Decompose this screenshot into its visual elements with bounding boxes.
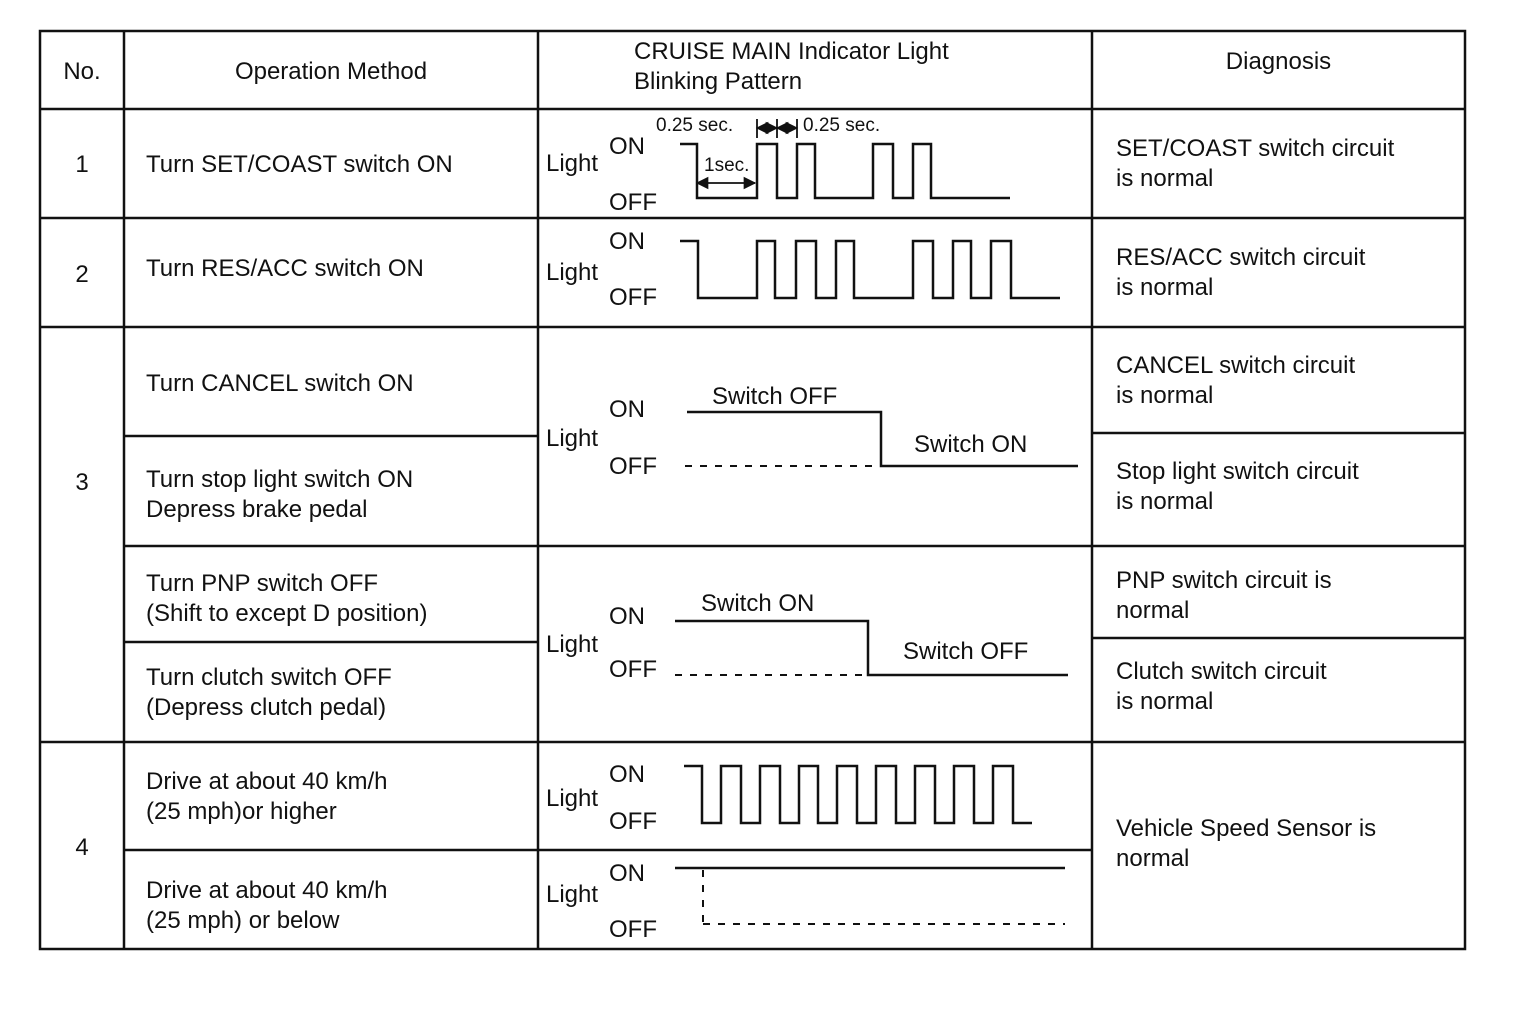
on-label-3a: ON [609,396,645,423]
timing-025-left: 0.25 sec. [656,115,734,136]
row-number-1: 1 [75,151,89,178]
on-label-2: ON [609,228,645,255]
switch-off-label-3a: Switch OFF [712,383,838,410]
switch-on-label-3a: Switch ON [914,431,1028,458]
on-label-3c: ON [609,603,645,630]
light-label-3c: Light [546,631,599,658]
timing-025-right: 0.25 sec. [803,115,881,136]
switch-off-label-3c: Switch OFF [903,638,1029,665]
off-label-3c: OFF [609,656,657,683]
on-label-4a: ON [609,761,645,788]
diagnosis-4: Vehicle Speed Sensor is normal [1116,815,1377,872]
diagnosis-1: SET/COAST switch circuit is normal [1116,135,1395,192]
off-label-4a: OFF [609,808,657,835]
light-label-2: Light [546,259,599,286]
operation-3b: Turn stop light switch ON Depress brake pedal [146,466,414,523]
light-label-3a: Light [546,425,599,452]
operation-3d: Turn clutch switch OFF (Depress clutch pedal) [146,664,392,721]
diagnosis-2: RES/ACC switch circuit is normal [1116,244,1366,301]
off-label-4b: OFF [609,916,657,943]
diagnosis-3d: Clutch switch circuit is normal [1116,658,1327,715]
header-no: No. [63,58,101,85]
diagnosis-3b: Stop light switch circuit is normal [1116,458,1359,515]
diagnosis-3c: PNP switch circuit is normal [1116,567,1332,624]
header-blinking-pattern: CRUISE MAIN Indicator Light Blinking Pattern [634,38,949,95]
header-operation-method: Operation Method [234,58,428,85]
operation-4b: Drive at about 40 km/h (25 mph) or below [146,877,388,934]
light-label-4b: Light [546,881,599,908]
light-label-1: Light [546,150,599,177]
row-number-2: 2 [75,261,89,288]
off-label-3a: OFF [609,453,657,480]
operation-2: Turn RES/ACC switch ON [146,255,424,282]
waveform-row4a [684,766,1032,823]
operation-3a: Turn CANCEL switch ON [146,370,414,397]
operation-1: Turn SET/COAST switch ON [146,151,453,178]
waveform-row2 [680,241,1060,298]
operation-3c: Turn PNP switch OFF (Shift to except D position) [146,570,428,627]
header-diagnosis: Diagnosis [1225,48,1332,75]
row-number-3: 3 [75,469,89,496]
operation-4a: Drive at about 40 km/h (25 mph)or higher [146,768,388,825]
on-label-1: ON [609,133,645,160]
off-label-2: OFF [609,284,657,311]
switch-on-label-3c: Switch ON [701,590,815,617]
row-number-4: 4 [75,834,89,861]
diagnosis-3a: CANCEL switch circuit is normal [1116,352,1356,409]
on-label-4b: ON [609,860,645,887]
timing-1sec: 1sec. [704,155,750,176]
off-label-1: OFF [609,189,657,216]
light-label-4a: Light [546,785,599,812]
